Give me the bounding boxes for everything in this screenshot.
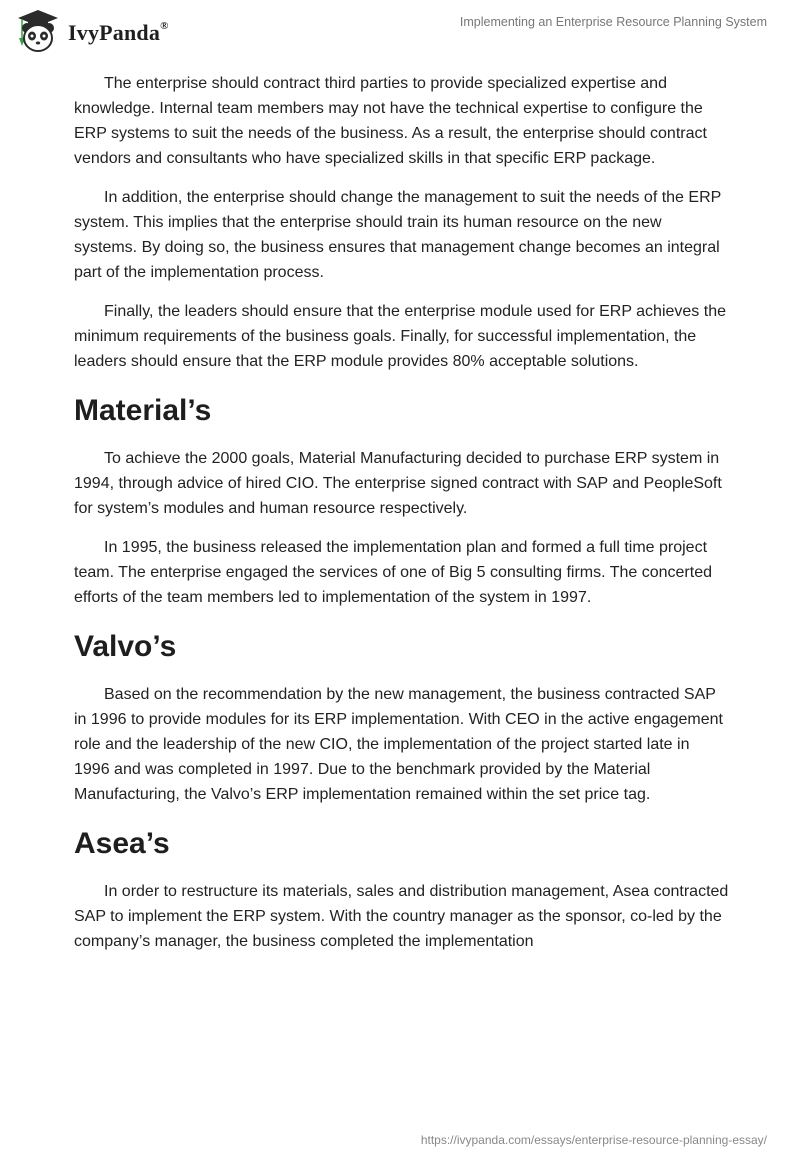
section-heading-valvos: Valvo’s bbox=[74, 630, 177, 663]
paragraph: In addition, the enterprise should change the management to suit the needs of the ERP system. This implies that the enterprise should train its human resource on the new systems. By doing so, the business ensures that management change becomes an integral part of the implementation process. bbox=[74, 189, 722, 281]
page-header bbox=[0, 0, 800, 60]
brand-name: IvyPanda® bbox=[68, 19, 169, 45]
essay-content bbox=[74, 71, 729, 968]
logo[interactable] bbox=[14, 8, 169, 54]
source-url[interactable]: https://ivypanda.com/essays/enterprise-resource-planning-essay/ bbox=[420, 1133, 767, 1147]
paragraph: In order to restructure its materials, sales and distribution management, Asea contracted SAP to implement the ERP system. With the country manager as the sponsor, co-led by the company’s manager, the business completed the implementation bbox=[74, 883, 729, 950]
paragraph: To achieve the 2000 goals, Material Manufacturing decided to purchase ERP system in 1994, through advice of hired CIO. The enterprise signed contract with SAP and PeopleSoft for system’s modules and human resource respectively. bbox=[74, 450, 722, 517]
paragraph: Finally, the leaders should ensure that the enterprise module used for ERP achieves the minimum requirements of the business goals. Finally, for successful implementation, the leaders should ensure that the ERP module provides 80% acceptable solutions. bbox=[74, 303, 726, 370]
paragraph: In 1995, the business released the implementation plan and formed a full time project team. The enterprise engaged the services of one of Big 5 consulting firms. The concerted efforts of the team members led to implementation of the system in 1997. bbox=[74, 539, 712, 606]
paragraph: Based on the recommendation by the new management, the business contracted SAP in 1996 to provide modules for its ERP implementation. With CEO in the active engagement role and the leadership of the new CIO, the implementation of the project started late in 1996 and was completed in 1997. Due to the benchmark provided by the Material Manufacturing, the Valvo’s ERP implementation remained within the set price tag. bbox=[74, 686, 723, 803]
section-heading-materials: Material’s bbox=[74, 394, 212, 427]
panda-graduate-icon bbox=[14, 8, 62, 54]
section-heading-aseas: Asea’s bbox=[74, 827, 170, 860]
paragraph: The enterprise should contract third parties to provide specialized expertise and knowledge. Internal team members may not have the technical expertise to configure the ERP systems to suit the needs of the business. As a result, the enterprise should contract vendors and consultants who have specialized skills in that specific ERP package. bbox=[74, 75, 707, 167]
document-title: Implementing an Enterprise Resource Planning System bbox=[459, 15, 767, 29]
